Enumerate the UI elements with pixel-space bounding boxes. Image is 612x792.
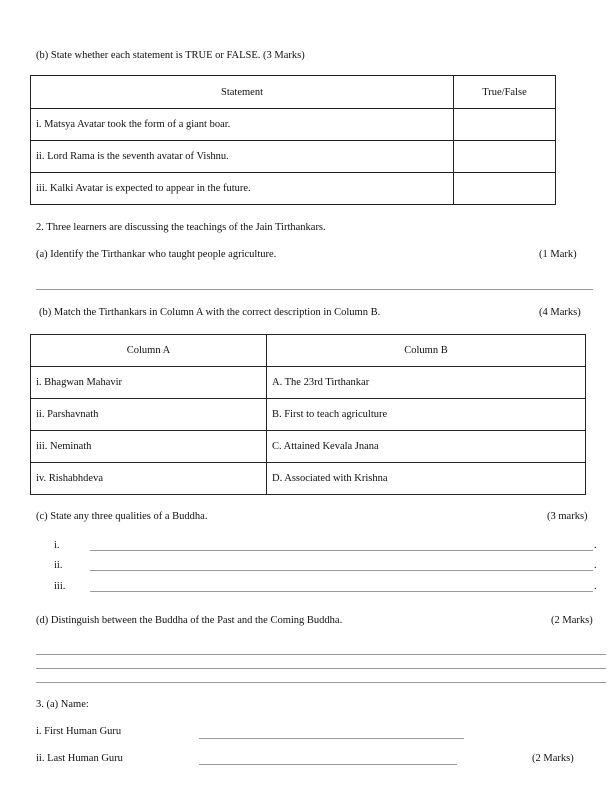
answer-line[interactable] [36, 682, 606, 683]
answer-line[interactable] [199, 764, 457, 765]
q2b-text: (b) Match the Tirthankars in Column A with the correct description in Column B. [39, 307, 381, 318]
table-row [31, 173, 556, 205]
table-row [31, 141, 556, 173]
true-false-header: True/False [454, 76, 556, 109]
line-end-period: . [594, 540, 597, 551]
q3-marks: (2 Marks) [532, 753, 574, 764]
q2c-marks: (3 marks) [547, 511, 588, 522]
answer-line[interactable] [90, 570, 593, 571]
line-end-period: . [594, 560, 597, 571]
answer-line[interactable] [36, 289, 593, 290]
answer-cell[interactable] [454, 109, 556, 141]
guru-label: i. First Human Guru [36, 726, 122, 737]
true-false-table [30, 75, 556, 205]
match-table [30, 334, 586, 495]
answer-line[interactable] [90, 550, 593, 551]
q3a-text: 3. (a) Name: [36, 699, 89, 710]
column-a-header: Column A [31, 335, 267, 367]
table-row [31, 463, 586, 495]
q2d-text: (d) Distinguish between the Buddha of the Past and the Coming Buddha. [36, 615, 343, 626]
answer-cell[interactable] [454, 173, 556, 205]
table-row [31, 431, 586, 463]
list-item-label: ii. [54, 560, 63, 571]
statement-header: Statement [31, 76, 454, 109]
statement-cell: iii. Kalki Avatar is expected to appear in the future. [31, 173, 454, 205]
statement-cell: i. Matsya Avatar took the form of a giant boar. [31, 109, 454, 141]
table-row [31, 367, 586, 399]
line-end-period: . [594, 581, 597, 592]
table-row [31, 109, 556, 141]
q2a-marks: (1 Mark) [539, 249, 577, 260]
column-a-cell: ii. Parshavnath [31, 399, 267, 431]
column-b-cell: C. Attained Kevala Jnana [267, 431, 586, 463]
column-b-cell: B. First to teach agriculture [267, 399, 586, 431]
q2-intro: 2. Three learners are discussing the teachings of the Jain Tirthankars. [36, 222, 326, 233]
answer-line[interactable] [36, 654, 606, 655]
column-b-cell: D. Associated with Krishna [267, 463, 586, 495]
q2c-text: (c) State any three qualities of a Buddha. [36, 511, 208, 522]
list-item-label: i. [54, 540, 60, 551]
answer-line[interactable] [90, 591, 593, 592]
q2b-marks: (4 Marks) [539, 307, 581, 318]
q2a-text: (a) Identify the Tirthankar who taught people agriculture. [36, 249, 277, 260]
table-row [31, 399, 586, 431]
answer-line[interactable] [199, 738, 464, 739]
column-b-header: Column B [267, 335, 586, 367]
answer-cell[interactable] [454, 141, 556, 173]
guru-label: ii. Last Human Guru [36, 753, 123, 764]
q1b-heading: (b) State whether each statement is TRUE or FALSE. (3 Marks) [36, 50, 305, 61]
column-a-cell: i. Bhagwan Mahavir [31, 367, 267, 399]
column-b-cell: A. The 23rd Tirthankar [267, 367, 586, 399]
column-a-cell: iv. Rishabhdeva [31, 463, 267, 495]
answer-line[interactable] [36, 668, 606, 669]
list-item-label: iii. [54, 581, 66, 592]
column-a-cell: iii. Neminath [31, 431, 267, 463]
q2d-marks: (2 Marks) [551, 615, 593, 626]
statement-cell: ii. Lord Rama is the seventh avatar of Vishnu. [31, 141, 454, 173]
